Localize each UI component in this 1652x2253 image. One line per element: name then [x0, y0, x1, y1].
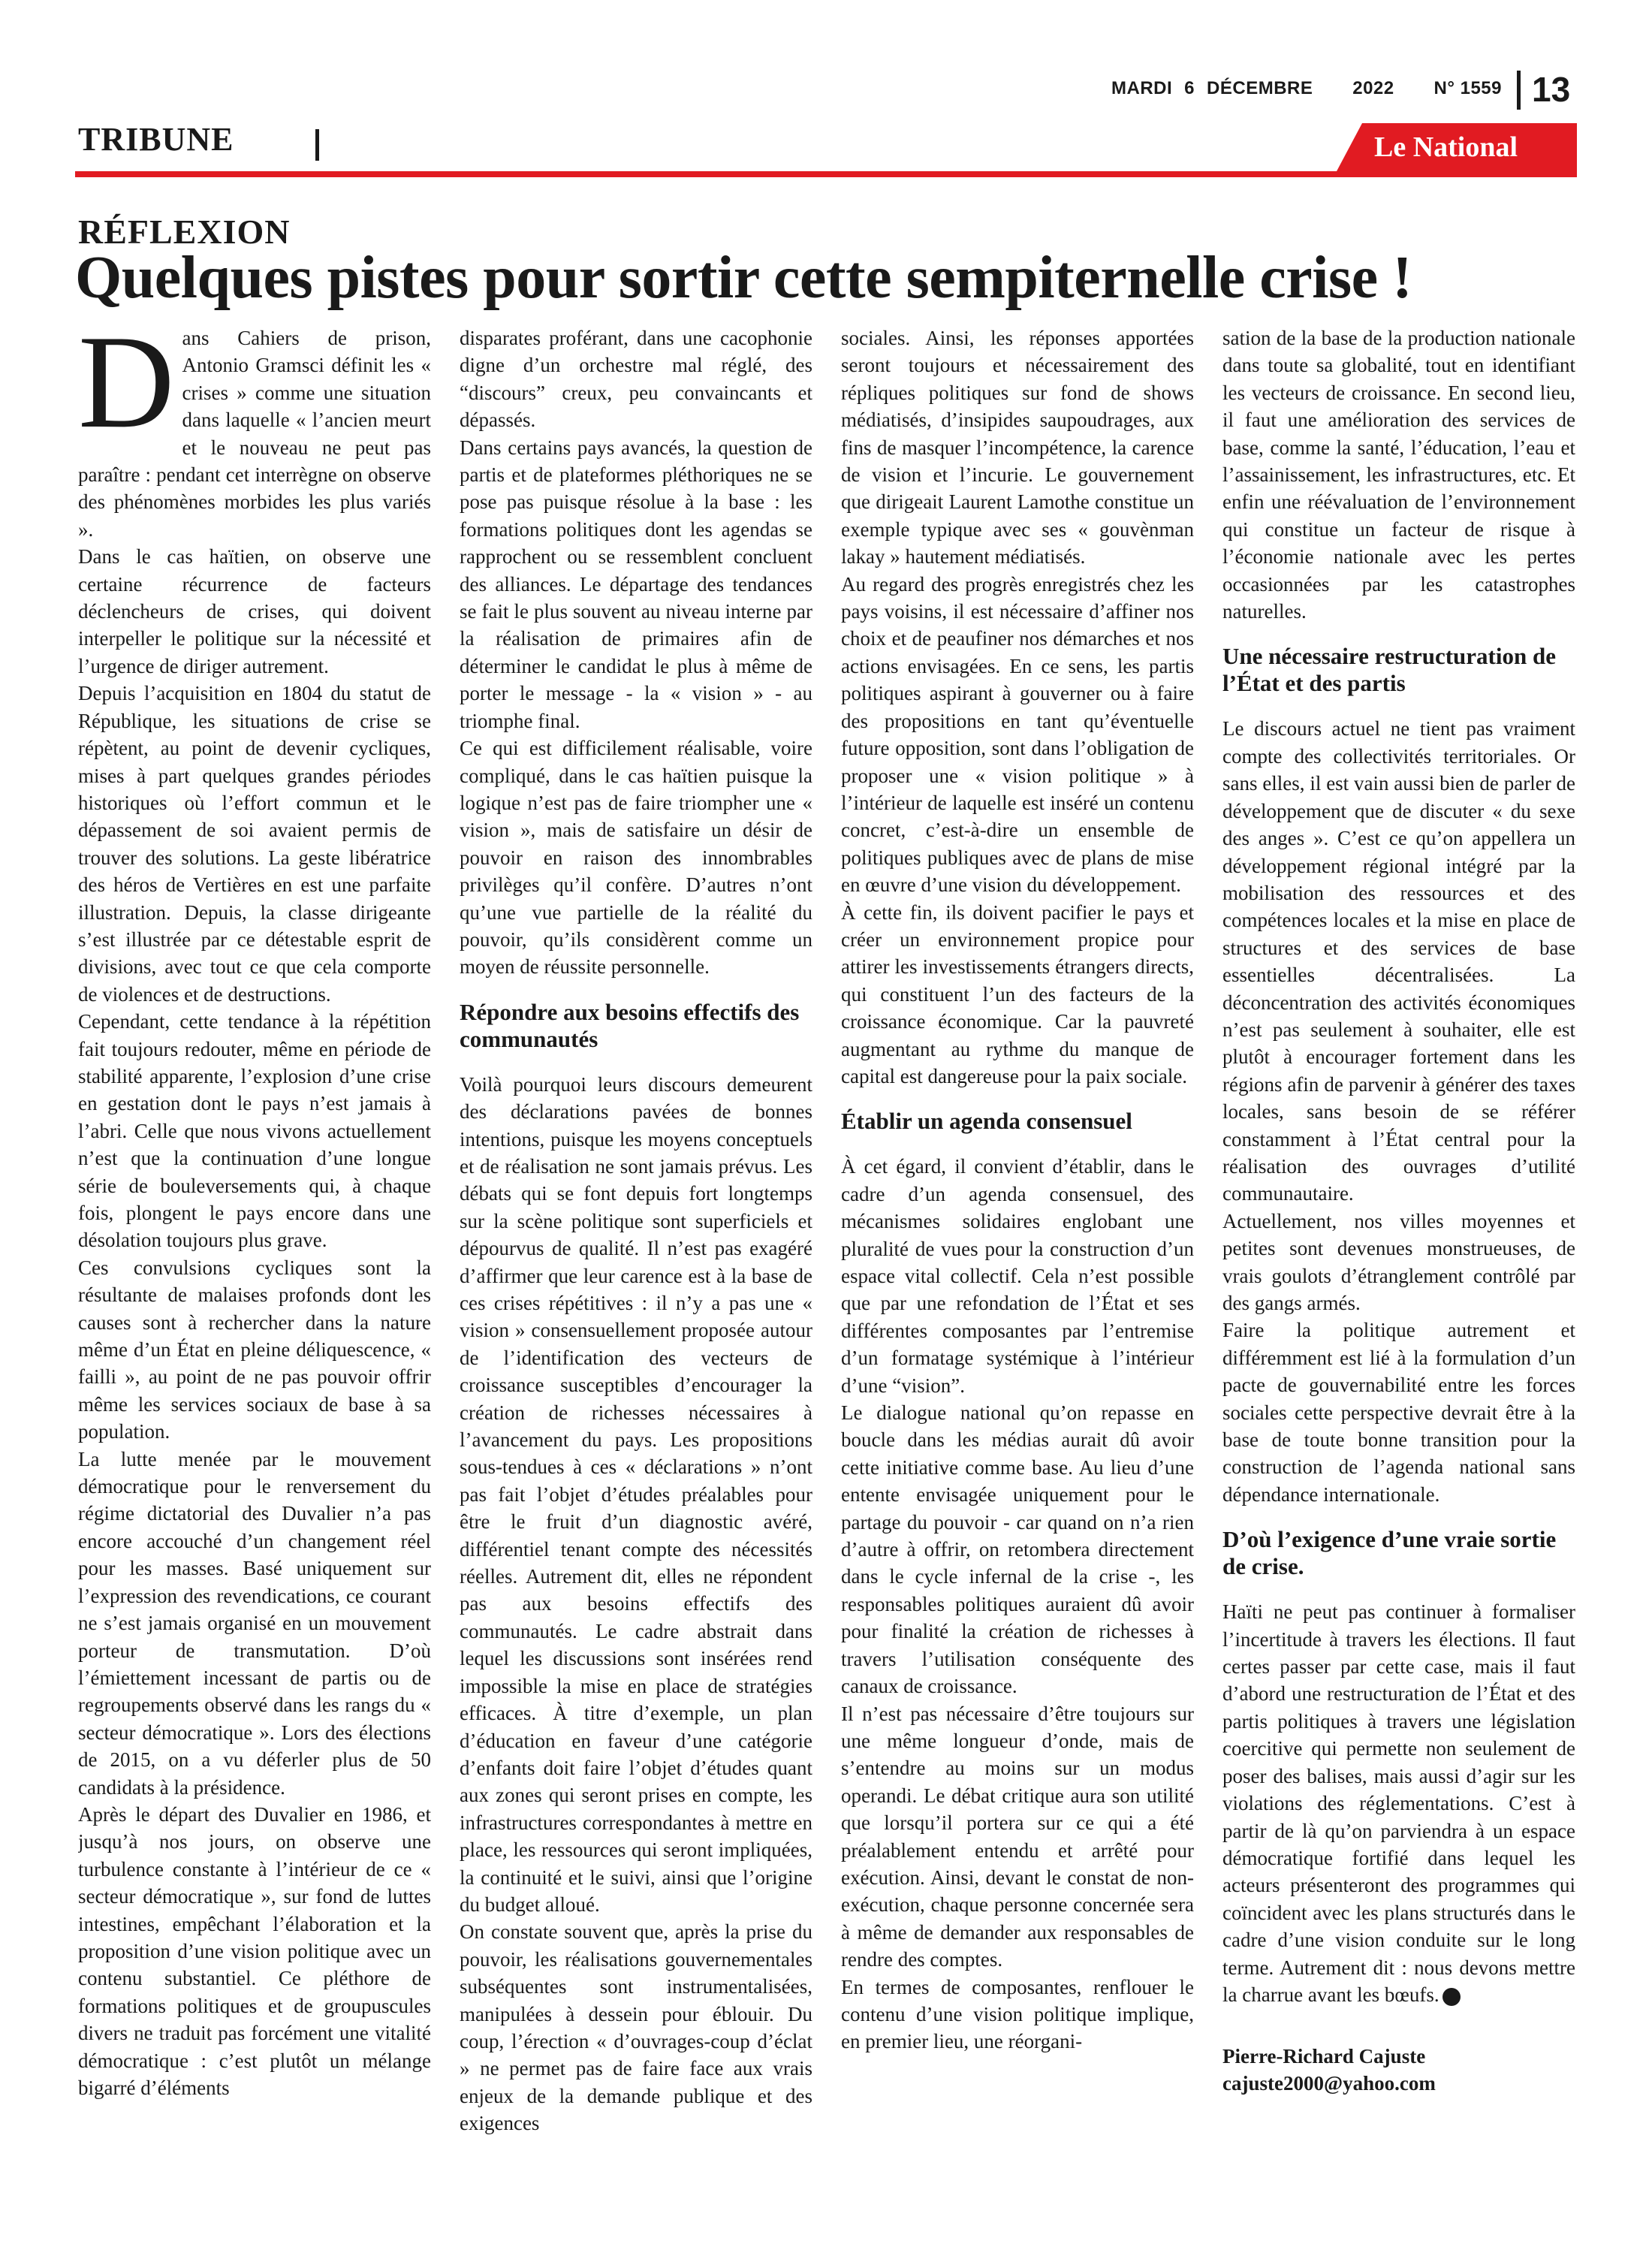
article-paragraph [78, 324, 431, 543]
author-email: cajuste2000@yahoo.com [1222, 2072, 1436, 2095]
drop-cap: D [78, 324, 175, 456]
issue-number: N° 1559 [1433, 78, 1502, 98]
article-paragraph: Cependant, cette tendance à la répétition fait toujours redouter, même en période de stabilité apparente, l’explosion d’une crise en gestation dont le pays n’est jamais à l’abri. Celle que nous vivons actuellement n’est que la continuation d’une longue série de bouleversements qui, à chaque fois, plongent le pays encore dans une désolation toujours plus grave. [78, 1010, 431, 1252]
article-paragraph: Depuis l’acquisition en 1804 du statut de République, les situations de crise se répètent, au point de devenir cycliques, mises à part quelques grandes périodes historiques où l’effort commun et le dépassement de soi avaient permis de trouver des solutions. La geste libératrice des héros de Vertières en est une parfaite illustration. Depuis, la classe dirigeante s’est illustrée par ce détestable esprit de divisions, avec tout ce que cela comporte de violences et de destructions. [78, 682, 431, 1006]
author-signature [1222, 2043, 1575, 2097]
month-label: DÉCEMBRE [1207, 78, 1313, 98]
article-paragraph: sociales. Ainsi, les réponses apportées seront toujours et nécessairement des répliques politiques sur fond de shows médiatisés, d’insipides saupoudrages, aux fins de masquer l’incompétence, la carence de vision et l’incurie. Le gouvernement que dirigeait Laurent Lamothe constitue un exemple typique avec ses « gouvènman lakay » hautement médiatisés. [841, 327, 1194, 569]
header-divider [1517, 71, 1521, 110]
article-paragraph: Voilà pourquoi leurs discours demeurent des déclarations pavées de bonnes intentions, puisque les moyens conceptuels et de réalisation ne sont jamais prévus. Les débats qui se font depuis fort longtemps sur la scène politique sont superficiels et dépourvus de qualité. Il n’est pas exagéré d’affirmer que leur carence est à la base de ces crises répétitives : il n’y a pas une « vision » consensuellement proposée autour de l’identification des vecteurs de croissance susceptibles d’encourager la création de richesses nécessaires à l’avancement du pays. Les propositions sous-tendues à ces « déclarations » n’ont pas fait l’objet d’études préalables pour être le fruit d’un diagnostic avéré, différentiel tenant compte des nécessités réelles. Autrement dit, elles ne répondent pas aux besoins effectifs des communautés. Le cadre abstrait dans lequel les discussions sont insérées rend impossible la mise en place de stratégies efficaces. À titre d’exemple, un plan d’éducation en faveur d’une catégorie d’enfants doit faire l’objet d’études quant aux zones qui seront prises en compte, les infrastructures correspondantes à mettre en place, les ressources qui seront impliquées, la continuité et le suivi, ainsi que l’origine du budget alloué. [460, 1072, 812, 1916]
article-paragraph: Le discours actuel ne tient pas vraiment compte des collectivités territoriales. Or sans elles, il est vain aussi bien de parler de développement que de discuter « du sexe des anges ». C’est ce qu’on appellera un développement régional intégré par la mobilisation des ressources et des compétences locales et la mise en place de structures et des services de base essentielles décentralisées. La déconcentration des activités économiques n’est pas seulement à souhaiter, elle est plutôt à encourager fortement dans les régions afin de parvenir à générer des taxes locales, sans besoin de se référer constamment à l’État central pour la réalisation des ouvrages d’utilité communautaire. [1222, 717, 1575, 1205]
article-paragraph: sation de la base de la production nationale dans toute sa globalité, tout en identifiant les vecteurs de croissance. En second lieu, il faut une amélioration des services de base, comme la santé, l’éducation, l’eau et l’assainissement, les infrastructures, etc. Et enfin une réévaluation de l’environnement qui constitue un facteur de risque à l’économie nationale avec les pertes occasionnées par les catastrophes naturelles. [1222, 327, 1575, 623]
section-divider [315, 129, 319, 161]
article-paragraph: On constate souvent que, après la prise du pouvoir, les réalisations gouvernementales subséquentes sont instrumentalisées, manipulées à dessein pour éblouir. Du coup, l’érection « d’ouvrages-coup d’éclat » ne permet pas de faire face aux vrais enjeux de la demande publique et des exigences [460, 1920, 812, 2135]
article-paragraph: Au regard des progrès enregistrés chez les pays voisins, il est nécessaire d’affiner nos choix et de peaufiner nos démarches et nos actions envisagées. En ce sens, les partis politiques aspirant à gouverner ou à faire des propositions en tant qu’éventuelle future opposition, sont dans l’obligation de proposer une « vision politique » à l’intérieur de laquelle est inséré un contenu concret, c’est-à-dire un ensemble de politiques publiques avec de plans de mise en œuvre d’une vision du développement. [841, 572, 1194, 897]
article-column-4 [1222, 324, 1575, 2187]
issue-dateline [1111, 78, 1502, 99]
end-of-article-icon [1442, 1988, 1461, 2006]
article-subheading: D’où l’exigence d’une vraie sortie de crise. [1222, 1526, 1557, 1580]
author-name: Pierre-Richard Cajuste [1222, 2045, 1426, 2068]
article-subheading: Une nécessaire restructuration de l’État et des partis [1222, 643, 1556, 697]
article-column-1 [78, 324, 431, 2187]
article-paragraph: À cette fin, ils doivent pacifier le pays et créer un environnement propice pour attirer les investissements étrangers directs, qui constituent l’un des facteurs de la croissance économique. Car la pauvreté augmentant au rythme du manque de capital est dangereuse pour la paix sociale. [841, 900, 1194, 1087]
paragraph-text: ans Cahiers de prison, Antonio Gramsci définit les « crises » comme une situation dans laquelle « l’ancien meurt et le nouveau ne peut pas paraître : pendant cet interrègne on observe des phénomènes morbides les plus variés ». [78, 327, 431, 541]
paragraph-text: Haïti ne peut pas continuer à formaliser l’incertitude à travers les élections. Il faut certes passer par cette case, mais il faut d’abord une restructuration de l’État et des partis politiques à travers une législation coercitive qui permette non seulement de poser des balises, mais aussi d’agir sur les violations des réglementations. C’est à partir de là qu’on parviendra à un espace démocratique fortifié dans lequel les acteurs présenteront des programmes qui coïncident avec les plans structurés dans le cadre d’une vision conduite sur le long terme. Autrement dit : nous devons mettre la charrue avant les bœufs. [1222, 1600, 1575, 2006]
article-paragraph: Le dialogue national qu’on repasse en boucle dans les médias aurait dû avoir cette initiative comme base. Au lieu d’une entente envisagée uniquement pour le partage du pouvoir - car quand on n’a rien d’autre à offrir, on retombera directement dans le cycle infernal de la crise -, les responsables politiques auraient dû avoir pour finalité la création de richesses à travers l’utilisation conséquente des canaux de croissance. [841, 1401, 1194, 1698]
date-number: 6 [1184, 78, 1195, 98]
article-paragraph: Actuellement, nos villes moyennes et petites sont devenues monstrueuses, de vrais goulots d’étranglement contrôlé par des gangs armés. [1222, 1209, 1575, 1314]
article-paragraph: À cet égard, il convient d’établir, dans le cadre d’un agenda consensuel, des mécanismes solidaires englobant une pluralité de vues pour la construction d’un espace vital collectif. Cela n’est possible que par une refondation de l’État et ses différentes composantes par l’entremise d’un formatage systémique à l’intérieur d’une “vision”. [841, 1155, 1194, 1397]
header-rule [75, 171, 1577, 177]
article-paragraph: disparates proférant, dans une cacophonie digne d’un orchestre mal réglé, des “discours” creux, peu convaincants et dépassés. [460, 327, 812, 432]
article-body [78, 324, 1577, 2187]
article-paragraph: Dans certains pays avancés, la question de partis et de plateformes pléthoriques ne se pose pas puisque résolue à la base : les formations politiques dont les agendas se rapprochent ou se ressemblent concluent des alliances. Le départage des tendances se fait le plus souvent au niveau interne par la réalisation de primaires afin de déterminer le candidat le plus à même de porter le message - la « vision » - au triomphe final. [460, 436, 812, 732]
article-kicker: RÉFLEXION [78, 213, 291, 251]
article-paragraph: Dans le cas haïtien, on observe une certaine récurrence de facteurs déclencheurs de crises, qui doivent interpeller le politique sur la nécessité et l’urgence de diriger autrement. [78, 545, 431, 677]
date-group [1111, 78, 1313, 99]
article-paragraph: En termes de composantes, renflouer le contenu d’une vision politique implique, en premier lieu, une réorgani- [841, 1975, 1194, 2053]
day-label: MARDI [1111, 78, 1173, 98]
article-subheading: Répondre aux besoins effectifs des communautés [460, 998, 800, 1052]
article-paragraph: La lutte menée par le mouvement démocratique pour le renversement du régime dictatorial des Duvalier n’a pas encore accouché d’un changement réel pour les masses. Basé uniquement sur l’expression des revendications, ce courant ne s’est jamais organisé en un mouvement porteur de transmutation. D’où l’émiettement incessant de partis ou de regroupements observé dans les rangs du « secteur démocratique ». Lors des élections de 2015, on a vu déferler plus de 50 candidats à la présidence. [78, 1447, 431, 1799]
page-number: 13 [1532, 70, 1571, 109]
newspaper-brand: Le National [1374, 131, 1518, 163]
article-column-3 [841, 324, 1194, 2187]
article-paragraph: Ces convulsions cycliques sont la résultante de malaises profonds dont les causes sont à rechercher dans la nature même d’un État en pleine déliquescence, « failli », au point de ne pas pouvoir offrir même les services sociaux de base à sa population. [78, 1256, 431, 1443]
article-column-2 [460, 324, 812, 2187]
year-label: 2022 [1352, 78, 1394, 98]
article-paragraph: Il n’est pas nécessaire d’être toujours sur une même longueur d’onde, mais de s’entendre au moins sur un modus operandi. Le débat critique aura son utilité que lorsqu’il portera sur ce qui a été préalablement entendu et arrêté pour exécution. Ainsi, devant le constat de non-exécution, chaque personne concernée sera à même de demander aux responsables de rendre des comptes. [841, 1702, 1194, 1971]
article-headline: Quelques pistes pour sortir cette sempiternelle crise ! [75, 245, 1412, 311]
article-paragraph: Ce qui est difficilement réalisable, voire compliqué, dans le cas haïtien puisque la logique n’est pas de faire triompher une « vision », mais de satisfaire un désir de pouvoir en raison des innombrables privilèges qu’il confère. D’autres n’ont qu’une vue partielle de la réalité du pouvoir, qu’ils considèrent comme un moyen de réussite personnelle. [460, 737, 812, 979]
article-paragraph: Faire la politique autrement et différemment est lié à la formulation d’un pacte de gouvernabilité entre les forces sociales cette perspective devrait être à la base de toute bonne transition pour la construction de l’agenda national sans dépendance internationale. [1222, 1319, 1575, 1506]
article-paragraph: Après le départ des Duvalier en 1986, et jusqu’à nos jours, on observe une turbulence constante à l’intérieur de ce « secteur démocratique », sur fond de luttes intestines, empêchant l’élaboration et la proposition d’une vision politique avec un contenu substantiel. Ce pléthore de formations politiques et de groupuscules divers ne traduit pas forcément une vitalité démocratique : c’est plutôt un mélange bigarré d’éléments [78, 1802, 431, 2099]
section-label: TRIBUNE [78, 121, 234, 158]
article-subheading: Établir un agenda consensuel [841, 1108, 1132, 1135]
article-paragraph [1222, 1598, 1575, 2008]
